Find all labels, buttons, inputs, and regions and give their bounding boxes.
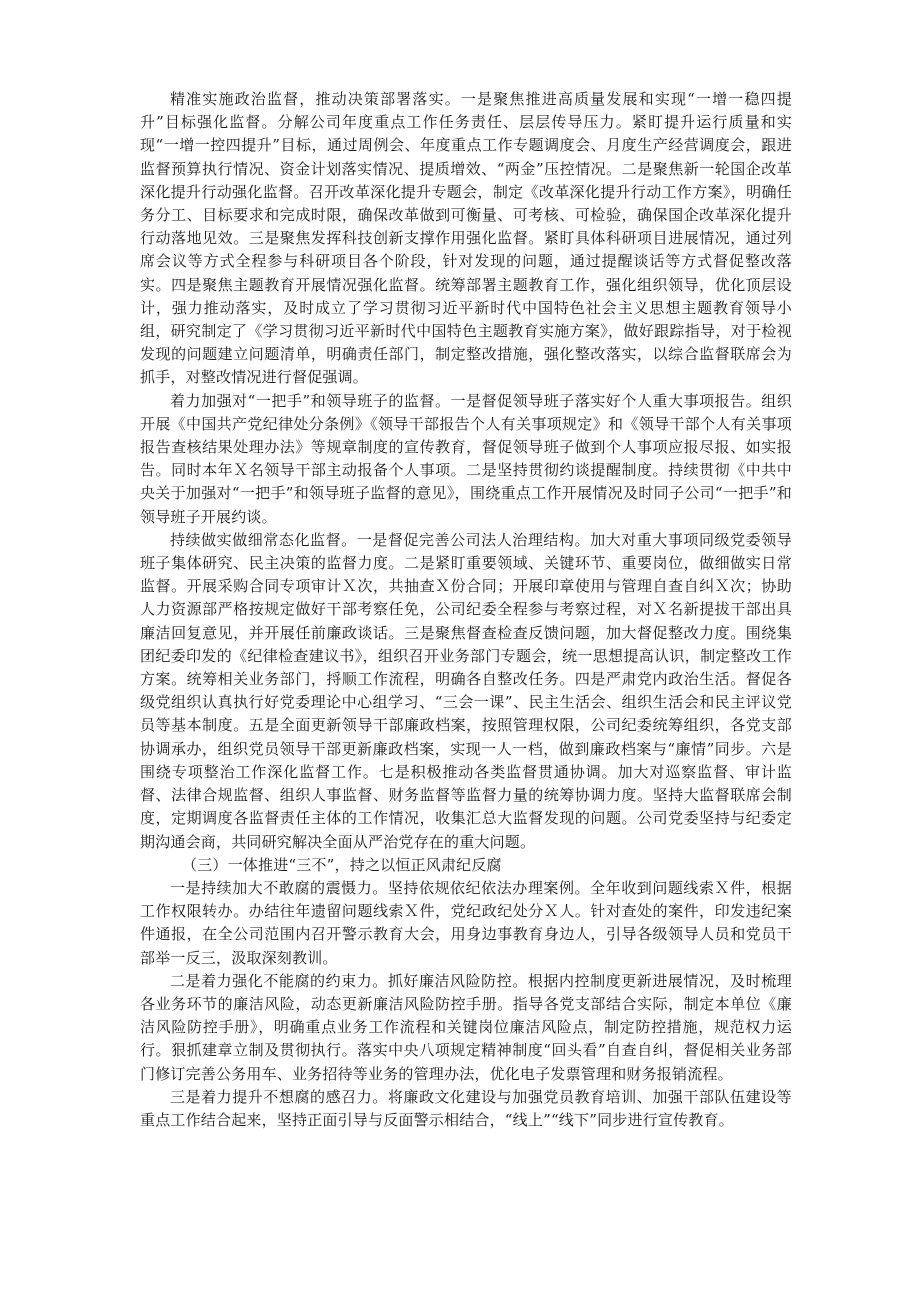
paragraph-cannot-corrupt: 二是着力强化不能腐的约束力。抓好廉洁风险防控。根据内控制度更新进展情况，及时梳理各业务环节的廉洁风险，动态更新廉洁风险防控手册。指导各党支部结合实际，制定本单位《廉洁风险防控手册》，明确重点业务工作流程和关键岗位廉洁风险点，制定防控措施，规范权力运行。狠抓建章立制及贯彻执行。落实中央八项规定精神制度“回头看”自查自纠，督促相关业务部门修订完善公务用车、业务招待等业务的管理办法，优化电子发票管理和财务报销流程。 — [140, 971, 792, 1083]
paragraph-not-want-corrupt: 三是着力提升不想腐的感召力。将廉政文化建设与加强党员教育培训、加强干部队伍建设等重点工作结合起来，坚持正面引导与反面警示相结合，“线上”“线下”同步进行宣传教育。 — [140, 1087, 792, 1129]
paragraph-dare-not-corrupt: 一是持续加大不敢腐的震慑力。坚持依规依纪依法办理案例。全年收到问题线索Ｘ件，根据工作权限转办。办结往年遗留问题线索Ｘ件，党纪政纪处分Ｘ人。针对查处的案件，印发违纪案件通报，在全公司范围内召开警示教育大会，用身边事教育身边人，引导各级领导人员和党员干部举一反三，汲取深刻教训。 — [140, 878, 792, 967]
paragraph-routine-supervision: 持续做实做细常态化监督。一是督促完善公司法人治理结构。加大对重大事项同级党委领导班子集体研究、民主决策的监督力度。二是紧盯重要领域、关键环节、重要岗位，做细做实日常监督。开展采购合同专项审计Ｘ次，共抽查Ｘ份合同；开展印章使用与管理自查自纠Ｘ次；协助人力资源部严格按规定做好干部考察任免，公司纪委全程参与考察过程，对Ｘ名新提拔干部出具廉洁回复意见，并开展任前廉政谈话。三是聚焦督查检查反馈问题，加大督促整改力度。围绕集团纪委印发的《纪律检查建议书》，组织召开业务部门专题会，统一思想提高认识，制定整改工作方案。统筹相关业务部门，捋顺工作流程，明确各自整改任务。四是严肃党内政治生活。督促各级党组织认真执行好党委理论中心组学习、“三会一课”、民主生活会、组织生活会和民主评议党员等基本制度。五是全面更新领导干部廉政档案，按照管理权限，公司纪委统筹组织，各党支部协调承办，组织党员领导干部更新廉政档案，实现一人一档，做到廉政档案与“廉情”同步。六是围绕专项整治工作深化监督工作。七是积极推动各类监督贯通协调。加大对巡察监督、审计监督、法律合规监督、组织人事监督、财务监督等监督力量的统筹协调力度。坚持大监督联席会制度，定期调度各监督责任主体的工作情况，收集汇总大监督发现的问题。公司党委坚持与纪委定期沟通会商，共同研究解决全面从严治党存在的重大问题。 — [140, 530, 792, 851]
paragraph-leader-supervision: 着力加强对“一把手”和领导班子的监督。一是督促领导班子落实好个人重大事项报告。组织开展《中国共产党纪律处分条例》《领导干部报告个人有关事项规定》和《领导干部个人有关事项报告查核结果处理办法》等规章制度的宣传教育，督促领导班子做到个人事项应报尽报、如实报告。同时本年Ｘ名领导干部主动报备个人事项。二是坚持贯彻约谈提醒制度。持续贯彻《中共中央关于加强对“一把手”和领导班子监督的意见》，围绕重点工作开展情况及时同子公司“一把手”和领导班子开展约谈。 — [140, 391, 792, 526]
section-heading: （三）一体推进“三不”，持之以恒正风肃纪反腐 — [182, 855, 502, 874]
paragraph-political-supervision: 精准实施政治监督，推动决策部署落实。一是聚焦推进高质量发展和实现“一增一稳四提升”目标强化监督。分解公司年度重点工作任务责任、层层传导压力。紧盯提升运行质量和实现“一增一控四提升”目标，通过周例会、年度重点工作专题调度会、月度生产经营调度会，跟进监督预算执行情况、资金计划落实情况、提质增效、“两金”压控情况。二是聚焦新一轮国企改革深化提升行动强化监督。召开改革深化提升专题会，制定《改革深化提升行动工作方案》，明确任务分工、目标要求和完成时限，确保改革做到可衡量、可考核、可检验，确保国企改革深化提升行动落地见效。三是聚焦发挥科技创新支撑作用强化监督。紧盯具体科研项目进展情况，通过列席会议等方式全程参与科研项目各个阶段，针对发现的问题，通过提醒谈话等方式督促整改落实。四是聚焦主题教育开展情况强化监督。统筹部署主题教育工作，强化组织领导，优化顶层设计，强力推动落实，及时成立了学习贯彻习近平新时代中国特色社会主义思想主题教育领导小组，研究制定了《学习贯彻习近平新时代中国特色主题教育实施方案》，做好跟踪指导，对于检视发现的问题建立问题清单，明确责任部门，制定整改措施，强化整改落实，以综合监督联席会为抓手，对整改情况进行督促强调。 — [140, 90, 792, 387]
document-page — [140, 88, 792, 1132]
